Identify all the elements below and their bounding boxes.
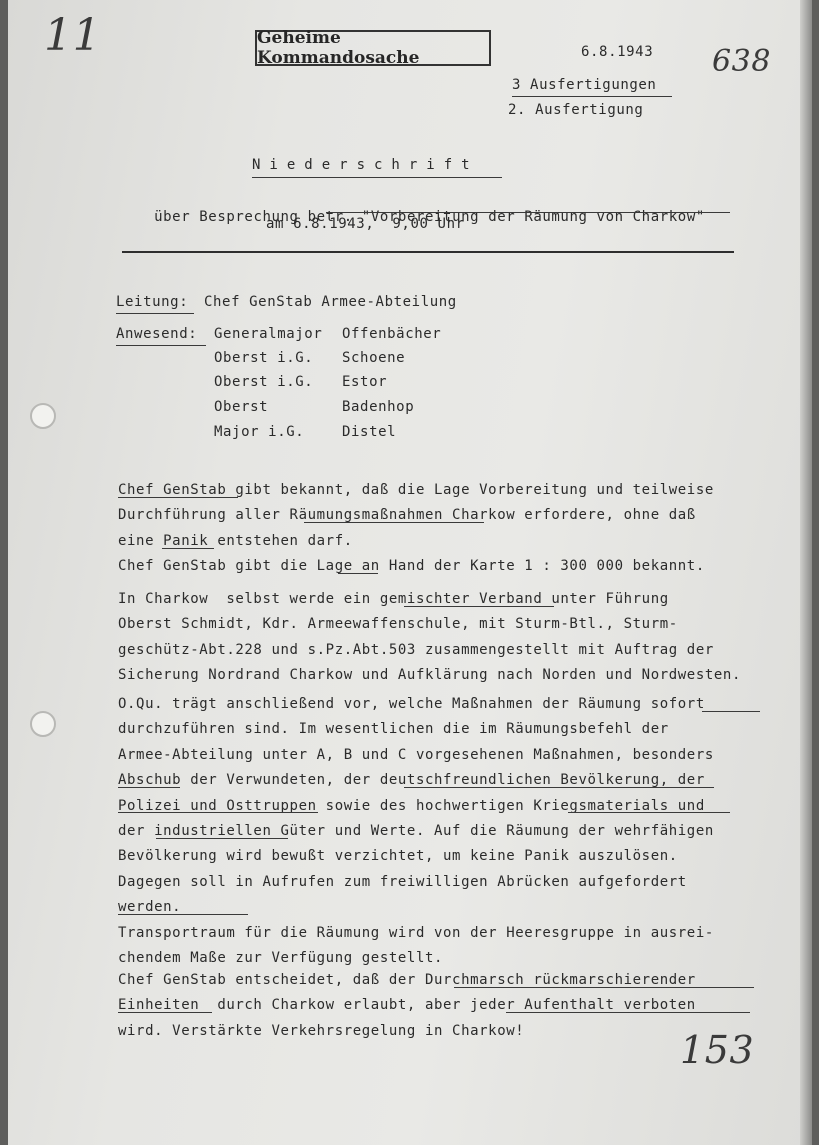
paragraph-2-line: Sicherung Nordrand Charkow und Aufklärung nach Norden und Nordwesten. bbox=[118, 667, 741, 684]
document-date: 6.8.1943 bbox=[581, 44, 654, 60]
attendee-name: Distel bbox=[342, 424, 397, 440]
document-page bbox=[8, 0, 812, 1145]
paragraph-3-line: Bevölkerung wird bewußt verzichtet, um keine Panik auszulösen. bbox=[118, 848, 678, 865]
paragraph-1 bbox=[118, 478, 714, 580]
meeting-time: am 6.8.1943, 9,00 Uhr bbox=[266, 216, 465, 232]
paragraph-1-line: Chef GenStab gibt die Lage an Hand der Karte 1 : 300 000 bekannt. bbox=[118, 558, 705, 575]
punch-hole-lower bbox=[30, 711, 56, 737]
leitung-value: Chef GenStab Armee-Abteilung bbox=[204, 294, 457, 310]
anwesend-underline bbox=[116, 345, 206, 346]
paragraph-3-line: durchzuführen sind. Im wesentlichen die im Räumungsbefehl der bbox=[118, 721, 669, 738]
attendee-rank: Generalmajor bbox=[214, 326, 323, 342]
underline-panik bbox=[162, 548, 214, 549]
paragraph-3-line: O.Qu. trägt anschließend vor, welche Maßnahmen der Räumung sofort bbox=[118, 696, 705, 712]
underline-sofort bbox=[702, 711, 760, 712]
underline-chef-genstab bbox=[118, 497, 238, 498]
handwritten-number-bottom: 153 bbox=[680, 1028, 755, 1072]
paragraph-3-line: werden. bbox=[118, 899, 182, 916]
paragraph-4-line: Chef GenStab entscheidet, daß der Durchmarsch rückmarschierender bbox=[118, 972, 696, 988]
paragraph-3-line: Abschub der Verwundeten, der deutschfreundlichen Bevölkerung, der bbox=[118, 772, 705, 789]
underline-kriegsmaterials bbox=[568, 812, 730, 813]
page-edge-shadow bbox=[800, 0, 812, 1145]
anwesend-label: Anwesend: bbox=[116, 326, 198, 342]
underline-raeumungsmassnahmen bbox=[304, 522, 484, 523]
punch-hole-upper bbox=[30, 403, 56, 429]
paragraph-1-line: Durchführung aller Räumungsmaßnahmen Charkow erfordere, ohne daß bbox=[118, 507, 696, 524]
classification-stamp: Geheime Kommandosache bbox=[255, 30, 491, 66]
paragraph-3-line: Armee-Abteilung unter A, B und C vorgesehenen Maßnahmen, besonders bbox=[118, 746, 714, 763]
underline-lage bbox=[338, 573, 378, 574]
attendee-name: Estor bbox=[342, 374, 388, 390]
underline-aufenthalt bbox=[506, 1012, 750, 1013]
paragraph-1-line: eine Panik entstehen darf. bbox=[118, 532, 353, 549]
handwritten-number-top-right: 638 bbox=[712, 44, 772, 79]
leitung-underline bbox=[116, 313, 194, 314]
underline-gemischter-verband bbox=[404, 606, 554, 607]
paragraph-3-line: Transportraum für die Räumung wird von der Heeresgruppe in ausrei- bbox=[118, 924, 714, 941]
underline-abschub bbox=[118, 787, 180, 788]
paragraph-2-line: geschütz-Abt.228 und s.Pz.Abt.503 zusammengestellt mit Auftrag der bbox=[118, 641, 714, 658]
attendee-rank: Oberst i.G. bbox=[214, 374, 314, 390]
handwritten-number-top-left: 11 bbox=[44, 10, 102, 61]
paragraph-4-line: wird. Verstärkte Verkehrsregelung in Charkow! bbox=[118, 1022, 525, 1039]
underline-polizei bbox=[118, 812, 318, 813]
header-rule bbox=[122, 251, 734, 253]
leitung-label: Leitung: bbox=[116, 294, 189, 310]
underline-industriellen bbox=[156, 838, 288, 839]
attendee-name: Schoene bbox=[342, 350, 406, 366]
underline-durchmarsch bbox=[454, 987, 754, 988]
copies-total-underline bbox=[512, 96, 672, 97]
attendee-rank: Oberst bbox=[214, 399, 269, 415]
title-underline bbox=[252, 177, 502, 178]
paragraph-1-line: Chef GenStab gibt bekannt, daß die Lage Vorbereitung und teilweise bbox=[118, 482, 714, 498]
underline-deutschfreundlichen bbox=[404, 787, 714, 788]
paragraph-3-line: Dagegen soll in Aufrufen zum freiwilligen Abrücken aufgefordert bbox=[118, 873, 687, 890]
subtitle-prefix: über Besprechung betr. bbox=[154, 209, 362, 225]
paragraph-4 bbox=[118, 968, 696, 1044]
underline-transportraum bbox=[118, 914, 248, 915]
paragraph-2-line: Oberst Schmidt, Kdr. Armeewaffenschule, mit Sturm-Btl., Sturm- bbox=[118, 616, 678, 633]
paragraph-3 bbox=[118, 692, 714, 971]
attendee-name: Offenbächer bbox=[342, 326, 442, 342]
underline-einheiten bbox=[118, 1012, 212, 1013]
attendee-rank: Oberst i.G. bbox=[214, 350, 314, 366]
paragraph-2-line: In Charkow selbst werde ein gemischter Verband unter Führung bbox=[118, 591, 669, 607]
attendee-name: Badenhop bbox=[342, 399, 415, 415]
document-title: Niederschrift bbox=[252, 157, 479, 173]
paragraph-4-line: Einheiten durch Charkow erlaubt, aber jeder Aufenthalt verboten bbox=[118, 997, 696, 1014]
copy-number: 2. Ausfertigung bbox=[508, 102, 644, 118]
subtitle-topic-underline bbox=[326, 212, 730, 213]
attendee-rank: Major i.G. bbox=[214, 424, 305, 440]
paragraph-3-line: der industriellen Güter und Werte. Auf die Räumung der wehrfähigen bbox=[118, 823, 714, 840]
copies-total: 3 Ausfertigungen bbox=[512, 77, 657, 93]
paragraph-2 bbox=[118, 587, 741, 689]
paragraph-3-line: chendem Maße zur Verfügung gestellt. bbox=[118, 950, 444, 967]
subtitle-topic: "Vorbereitung der Räumung von Charkow" bbox=[361, 209, 705, 225]
paragraph-3-line: Polizei und Osttruppen sowie des hochwertigen Kriegsmaterials und bbox=[118, 797, 705, 814]
